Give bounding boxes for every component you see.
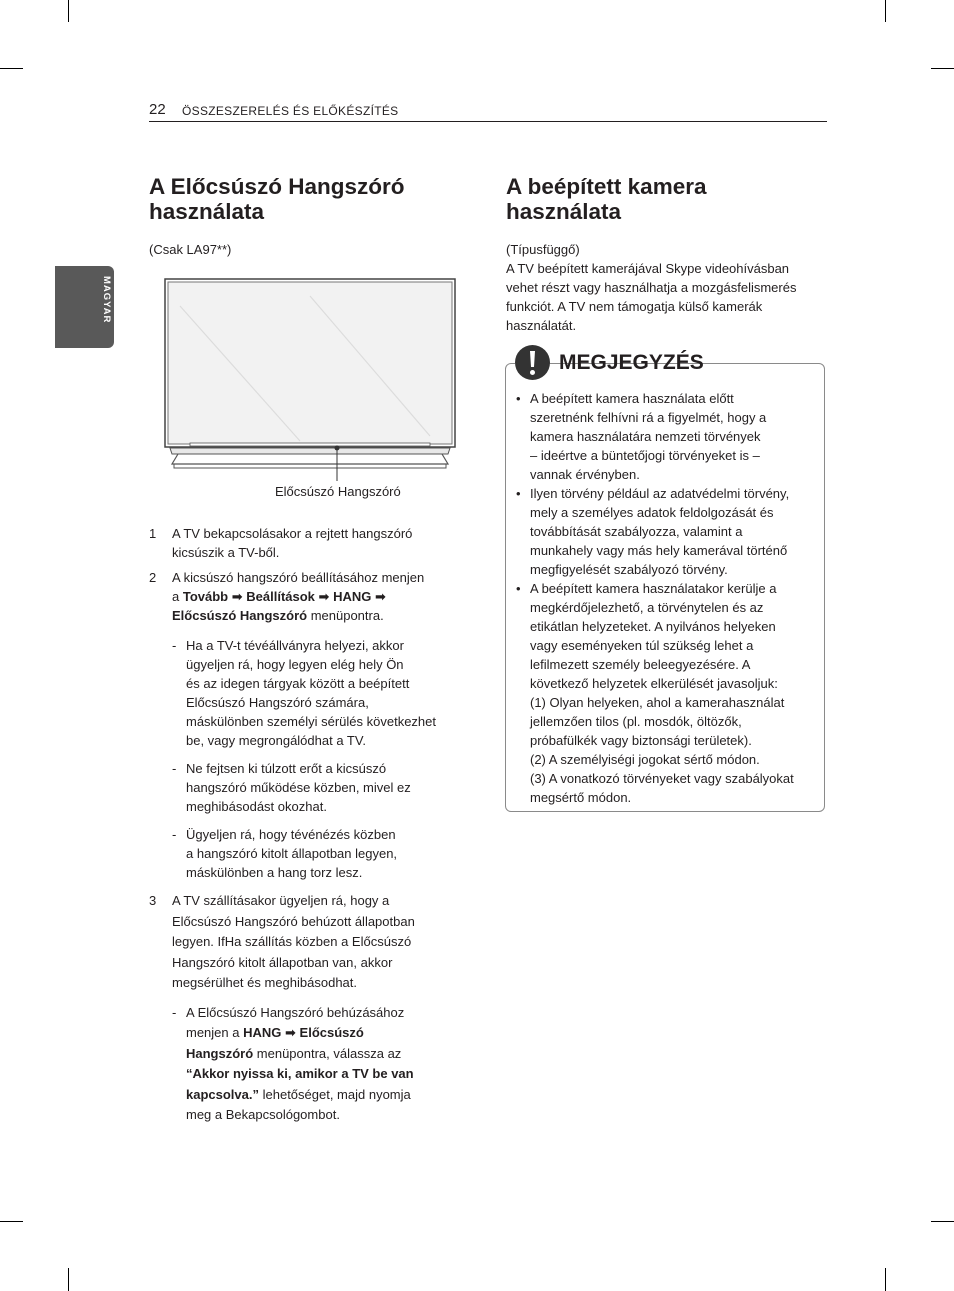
model-note: (Csak LA97**) — [149, 242, 232, 257]
list-subitem: - Ügyeljen rá, hogy tévénézés közben a hangszóró kitolt állapotban legyen, máskülönben a hang torz lesz. — [172, 827, 398, 880]
language-tab-label: MAGYAR — [101, 276, 112, 324]
note-header — [515, 345, 704, 381]
exclamation-icon — [515, 345, 550, 380]
note-label: MEGJEGYZÉS — [559, 351, 704, 374]
list-item: 1 A TV bekapcsolásakor a rejtett hangszóró kicsúszik a TV-ből. — [149, 526, 413, 560]
crop-mark — [885, 0, 886, 22]
crop-mark — [0, 1221, 23, 1222]
crop-mark — [0, 68, 23, 69]
crop-mark — [931, 1221, 954, 1222]
crop-mark — [68, 0, 69, 22]
language-tab — [55, 266, 114, 348]
list-subitem: - Ne fejtsen ki túlzott erőt a kicsúszó hangszóró működése közben, mivel ez meghibásodást okozhat. — [172, 761, 411, 814]
list-item: • A beépített kamera használata előtt szeretnénk felhívni rá a figyelmét, hogy a kamera használatára nemzeti törvények – ideértve a büntetőjogi törvényeket is – vannak érvényben. — [516, 391, 767, 482]
list-subitem: - Ha a TV-t tévéállványra helyezi, akkor ügyeljen rá, hogy legyen elég hely Ön és az idegen tárgyak között a beépített Előcsúszó Hangszóró számára, máskülönben személyi sérülés következhet be, vagy megrongálódhat a TV. — [172, 638, 437, 748]
crop-mark — [885, 1268, 886, 1291]
page-number: 22 — [149, 101, 166, 118]
list-item: • A beépített kamera használatakor kerülje a megkérdőjelezhető, a törvénytelen és az etikátlan helyzeteket. A nyilvános helyeken vagy eseményeken túl szükség lehet a lefilmezett személy beleegyezésére. A következő helyzetek elkerülését javasoljuk: (1) Olyan helyeken, ahol a kamerahasználat jellemzően tilos (pl. mosdók, öltözők, próbafülkék vagy biztonsági területek). (2) A személyiségi jogokat sértő módon. (3) A vonatkozó törvényeket vagy szabályokat megsértő módon. — [516, 581, 794, 805]
left-title: A Előcsúszó Hangszóró használata — [149, 174, 405, 224]
right-title: A beépített kamera használata — [506, 174, 707, 224]
list-subitem: - A Előcsúszó Hangszóró behúzásához menjen a HANG ➡ Előcsúszó Hangszóró menüpontra, válassza az “Akkor nyissa ki, amikor a TV be van kapcsolva.” lehetőséget, majd nyomja meg a Bekapcsológombot. — [172, 1004, 414, 1122]
tv-illustration — [160, 276, 460, 496]
note-list — [515, 389, 825, 807]
crop-mark — [68, 1268, 69, 1291]
section-title: ÖSSZESZERELÉS ÉS ELŐKÉSZÍTÉS — [182, 104, 399, 118]
list-item: 2 A kicsúszó hangszóró beállításához menjen a Tovább ➡ Beállítások ➡ HANG ➡ Előcsúszó Hangszóró menüpontra. — [149, 570, 425, 623]
crop-mark — [931, 68, 954, 69]
camera-paragraph: (Típusfüggő) A TV beépített kamerájával Skype videohívásban vehet részt vagy használhatja a mozgásfelismerés funkciót. A TV nem támogatja külső kamerák használatát. — [506, 242, 797, 333]
list-item: • Ilyen törvény például az adatvédelmi törvény, mely a személyes adatok feldolgozását és továbbítását szabályozza, valamint a munkahely vagy más hely kamerával történő megfigyelését szabályozó törvény. — [516, 486, 790, 577]
figure-caption: Előcsúszó Hangszóró — [275, 484, 401, 499]
header-rule — [149, 121, 827, 122]
instruction-list — [149, 524, 459, 1126]
list-item: 3 A TV szállításakor ügyeljen rá, hogy a Előcsúszó Hangszóró behúzott állapotban legyen. IfHa szállítás közben a Előcsúszó Hangszóró kitolt állapotban van, akkor megsérülhet és meghibásodhat. — [149, 893, 415, 990]
